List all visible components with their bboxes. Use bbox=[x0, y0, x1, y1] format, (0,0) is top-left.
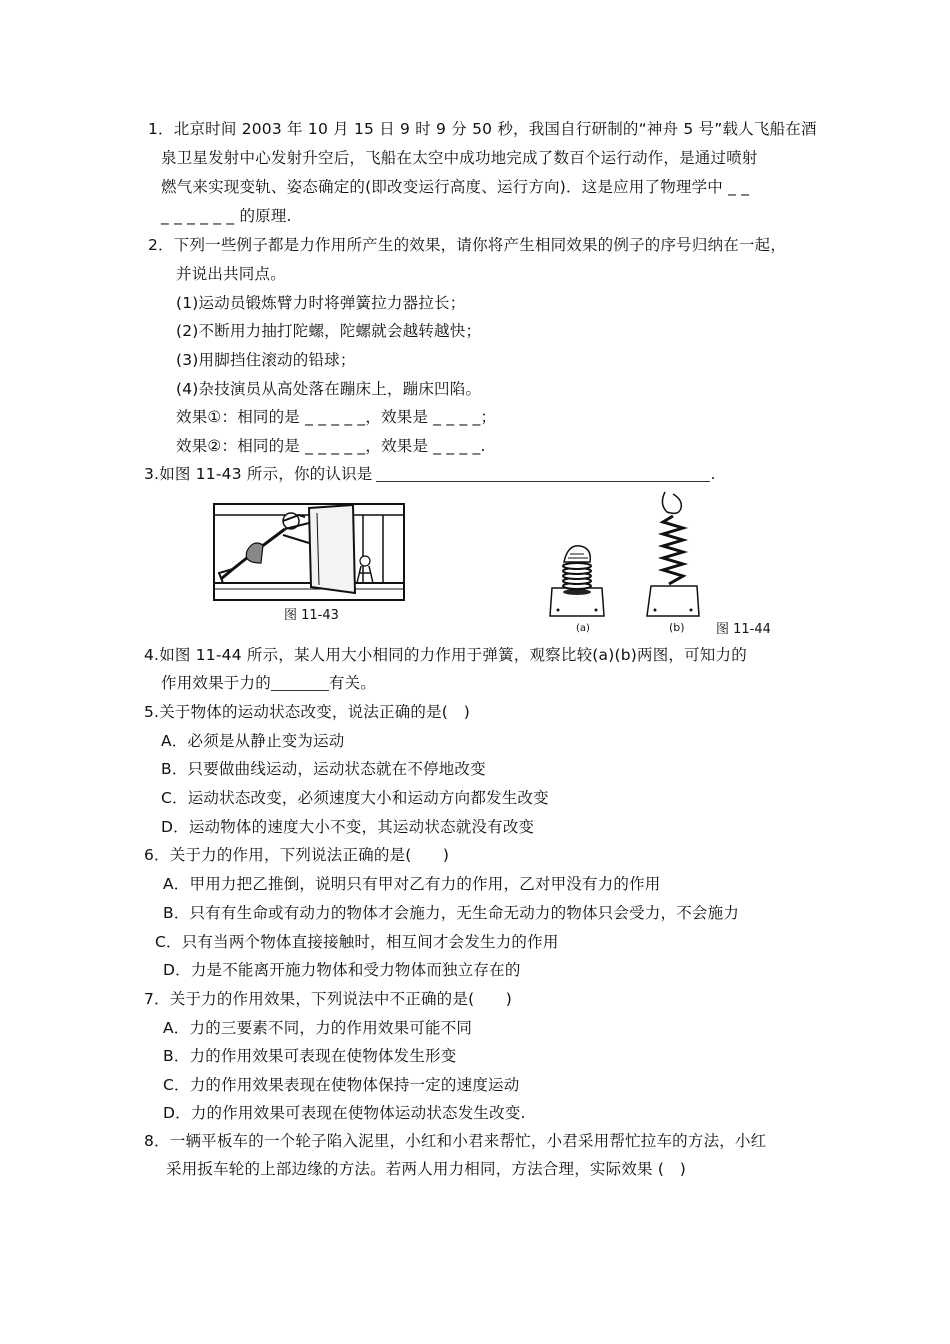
q5-option-c: C．运动状态改变，必须速度大小和运动方向都发生改变 bbox=[161, 789, 549, 807]
q5-option-b: B．只要做曲线运动，运动状态就在不停地改变 bbox=[161, 760, 486, 778]
figure-11-43-image bbox=[213, 503, 405, 601]
q3-end: . bbox=[710, 465, 716, 483]
q1-line1: 1．北京时间 2003 年 10 月 15 日 9 时 9 分 50 秒，我国自行研制的“神舟 5 号”载人飞船在酒 bbox=[148, 120, 817, 138]
q1-line2: 泉卫星发射中心发射升空后，飞船在太空中成功地完成了数百个运行动作，是通过喷射 bbox=[161, 149, 758, 167]
q2-item1: (1)运动员锻炼臂力时将弹簧拉力器拉长； bbox=[176, 294, 466, 312]
q4-line2 bbox=[161, 672, 376, 694]
q4-line2-pre: 作用效果于力的 bbox=[161, 674, 271, 692]
q5-option-d: D．运动物体的速度大小不变，其运动状态就没有改变 bbox=[161, 818, 535, 836]
figure-11-44a-image bbox=[548, 540, 606, 618]
q8-line2: 采用扳车轮的上部边缘的方法。若两人用力相同，方法合理，实际效果 ( ) bbox=[166, 1160, 687, 1178]
q7-option-c: C．力的作用效果表现在使物体保持一定的速度运动 bbox=[163, 1076, 520, 1094]
q6-option-d: D．力是不能离开施力物体和受力物体而独立存在的 bbox=[163, 961, 521, 979]
q7-option-b: B．力的作用效果可表现在使物体发生形变 bbox=[163, 1047, 457, 1065]
q8-line1: 8．一辆平板车的一个轮子陷入泥里，小红和小君来帮忙，小君采用帮忙拉车的方法，小红 bbox=[144, 1132, 767, 1150]
q7-stem: 7．关于力的作用效果，下列说法中不正确的是( ) bbox=[144, 990, 512, 1008]
q4-line1: 4.如图 11-44 所示，某人用大小相同的力作用于弹簧，观察比较(a)(b)两图，可知力的 bbox=[144, 646, 747, 664]
figure-11-44-caption: 图 11-44 bbox=[716, 622, 771, 637]
q2-effect1: 效果①：相同的是 _ _ _ _ _，效果是 _ _ _ _； bbox=[176, 408, 497, 426]
q1-line3: 燃气来实现变轨、姿态确定的(即改变运行高度、运行方向)．这是应用了物理学中 _ _ bbox=[161, 178, 750, 196]
q3-text: 3.如图 11-43 所示，你的认识是 bbox=[144, 465, 373, 483]
q6-stem: 6．关于力的作用，下列说法正确的是( ) bbox=[144, 846, 450, 864]
q4-line2-post: 有关。 bbox=[328, 674, 377, 692]
q6-option-c: C．只有当两个物体直接接触时，相互间才会发生力的作用 bbox=[155, 933, 559, 951]
q7-option-d: D．力的作用效果可表现在使物体运动状态发生改变. bbox=[163, 1104, 526, 1122]
q3-answer-blank bbox=[376, 465, 710, 482]
q6-option-a: A．甲用力把乙推倒，说明只有甲对乙有力的作用，乙对甲没有力的作用 bbox=[163, 875, 661, 893]
figure-11-44b-image bbox=[645, 490, 701, 618]
q7-option-a: A．力的三要素不同，力的作用效果可能不同 bbox=[163, 1019, 473, 1037]
q3-stem bbox=[144, 463, 716, 485]
q4-answer-blank bbox=[271, 674, 329, 691]
figure-11-44b-label: (b) bbox=[669, 621, 685, 634]
q2-line1: 2．下列一些例子都是力作用所产生的效果，请你将产生相同效果的例子的序号归纳在一起， bbox=[148, 236, 787, 254]
q5-option-a: A．必须是从静止变为运动 bbox=[161, 732, 345, 750]
q2-item3: (3)用脚挡住滚动的铅球； bbox=[176, 351, 356, 369]
q5-stem: 5.关于物体的运动状态改变，说法正确的是( ) bbox=[144, 703, 470, 721]
q2-item2: (2)不断用力抽打陀螺，陀螺就会越转越快； bbox=[176, 322, 482, 340]
figure-11-43-caption: 图 11-43 bbox=[284, 608, 339, 623]
q2-item4: (4)杂技演员从高处落在蹦床上，蹦床凹陷。 bbox=[176, 380, 482, 398]
q1-line4: _ _ _ _ _ _ 的原理. bbox=[161, 207, 292, 225]
q6-option-b: B．只有有生命或有动力的物体才会施力，无生命无动力的物体只会受力，不会施力 bbox=[163, 904, 740, 922]
q2-line2: 并说出共同点。 bbox=[176, 265, 286, 283]
q2-effect2: 效果②：相同的是 _ _ _ _ _，效果是 _ _ _ _. bbox=[176, 437, 486, 455]
figure-11-44a-label: (a) bbox=[576, 623, 590, 634]
